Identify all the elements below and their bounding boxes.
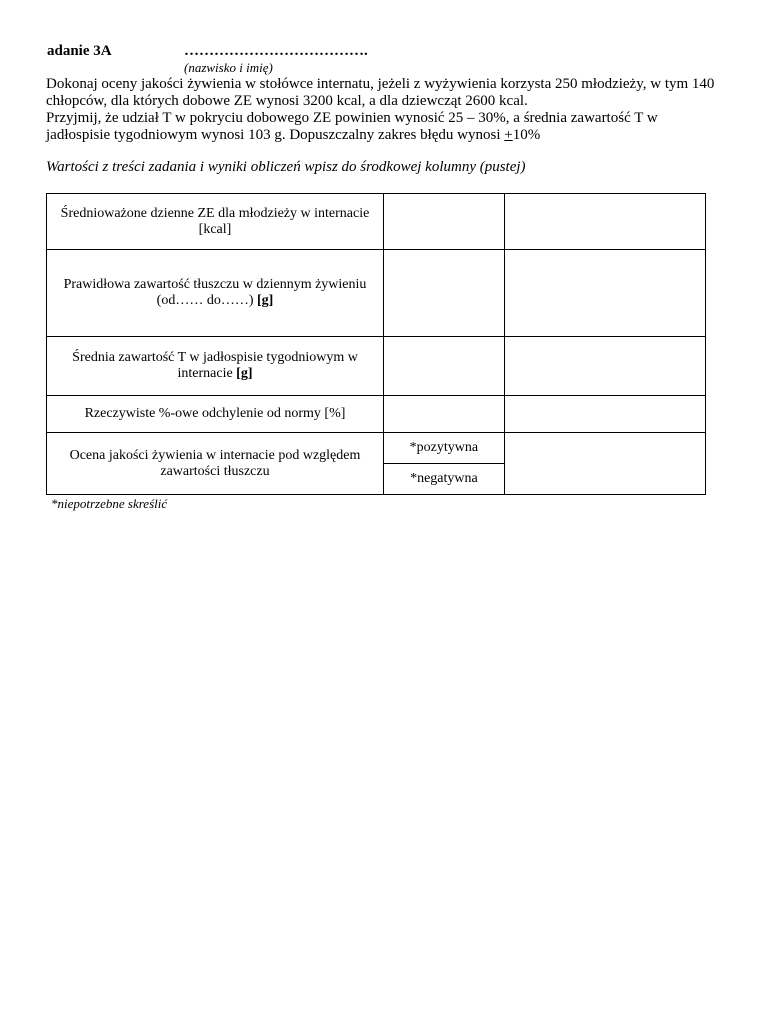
extra-cell-assessment[interactable] bbox=[504, 433, 705, 495]
fat-norm-od: (od bbox=[156, 293, 176, 308]
fat-average-text: Średnia zawartość T w jadłospisie tygodniowym w internacie bbox=[72, 350, 358, 381]
answer-table bbox=[46, 193, 706, 495]
error-range-value: 10% bbox=[512, 127, 541, 143]
option-positive[interactable]: *pozytywna bbox=[384, 433, 505, 464]
fat-norm-from-blank[interactable]: …… bbox=[175, 293, 204, 308]
answer-cell-energy[interactable] bbox=[384, 194, 505, 250]
extra-cell-fat-norm[interactable] bbox=[504, 250, 705, 337]
table-row bbox=[47, 396, 706, 433]
fat-norm-unit: [g] bbox=[257, 293, 274, 308]
fat-norm-do: do bbox=[203, 293, 221, 308]
extra-cell-fat-average[interactable] bbox=[504, 337, 705, 396]
task-paragraph-2 bbox=[46, 110, 718, 144]
answer-cell-deviation[interactable] bbox=[384, 396, 505, 433]
name-hint: (nazwisko i imię) bbox=[184, 60, 273, 75]
row-label-fat-norm bbox=[47, 250, 384, 337]
extra-cell-energy[interactable] bbox=[504, 194, 705, 250]
footnote: *niepotrzebne skreślić bbox=[51, 496, 168, 511]
fat-norm-text: Prawidłowa zawartość tłuszczu w dziennym żywieniu bbox=[63, 277, 367, 292]
fat-norm-close: ) bbox=[248, 293, 257, 308]
row-label-assessment: Ocena jakości żywienia w internacie pod względem zawartości tłuszczu bbox=[47, 433, 384, 495]
task-description bbox=[46, 76, 718, 144]
table-row bbox=[47, 337, 706, 396]
table-row bbox=[47, 433, 706, 464]
fat-norm-to-blank[interactable]: …… bbox=[220, 293, 249, 308]
fat-average-unit: [g] bbox=[236, 366, 253, 381]
instruction: Wartości z treści zadania i wyniki obliczeń wpisz do środkowej kolumny (pustej) bbox=[46, 159, 526, 175]
answer-cell-fat-norm[interactable] bbox=[384, 250, 505, 337]
plus-minus-sign: + bbox=[504, 127, 513, 143]
row-label-energy: Średnioważone dzienne ZE dla młodzieży w internacie [kcal] bbox=[47, 194, 384, 250]
table-row bbox=[47, 194, 706, 250]
row-label-fat-average bbox=[47, 337, 384, 396]
task-label: adanie 3A bbox=[47, 43, 112, 59]
name-field[interactable]: ………………………………. bbox=[184, 43, 368, 59]
row-label-deviation: Rzeczywiste %-owe odchylenie od normy [%] bbox=[47, 396, 384, 433]
task-paragraph-2-text: Przyjmij, że udział T w pokryciu dobowego ZE powinien wynosić 25 – 30%, a średnia zawartość T w jadłospisie tygodniowym wynosi 103 g. Dopuszczalny zakres błędu wynosi bbox=[46, 110, 658, 143]
extra-cell-deviation[interactable] bbox=[504, 396, 705, 433]
task-paragraph-1: Dokonaj oceny jakości żywienia w stołówce internatu, jeżeli z wyżywienia korzysta 250 młodzieży, w tym 140 chłopców, dla których dobowe ZE wynosi 3200 kcal, a dla dziewcząt 2600 kcal. bbox=[46, 76, 715, 109]
answer-cell-fat-average[interactable] bbox=[384, 337, 505, 396]
table-row bbox=[47, 250, 706, 337]
option-negative[interactable]: *negatywna bbox=[384, 464, 505, 495]
